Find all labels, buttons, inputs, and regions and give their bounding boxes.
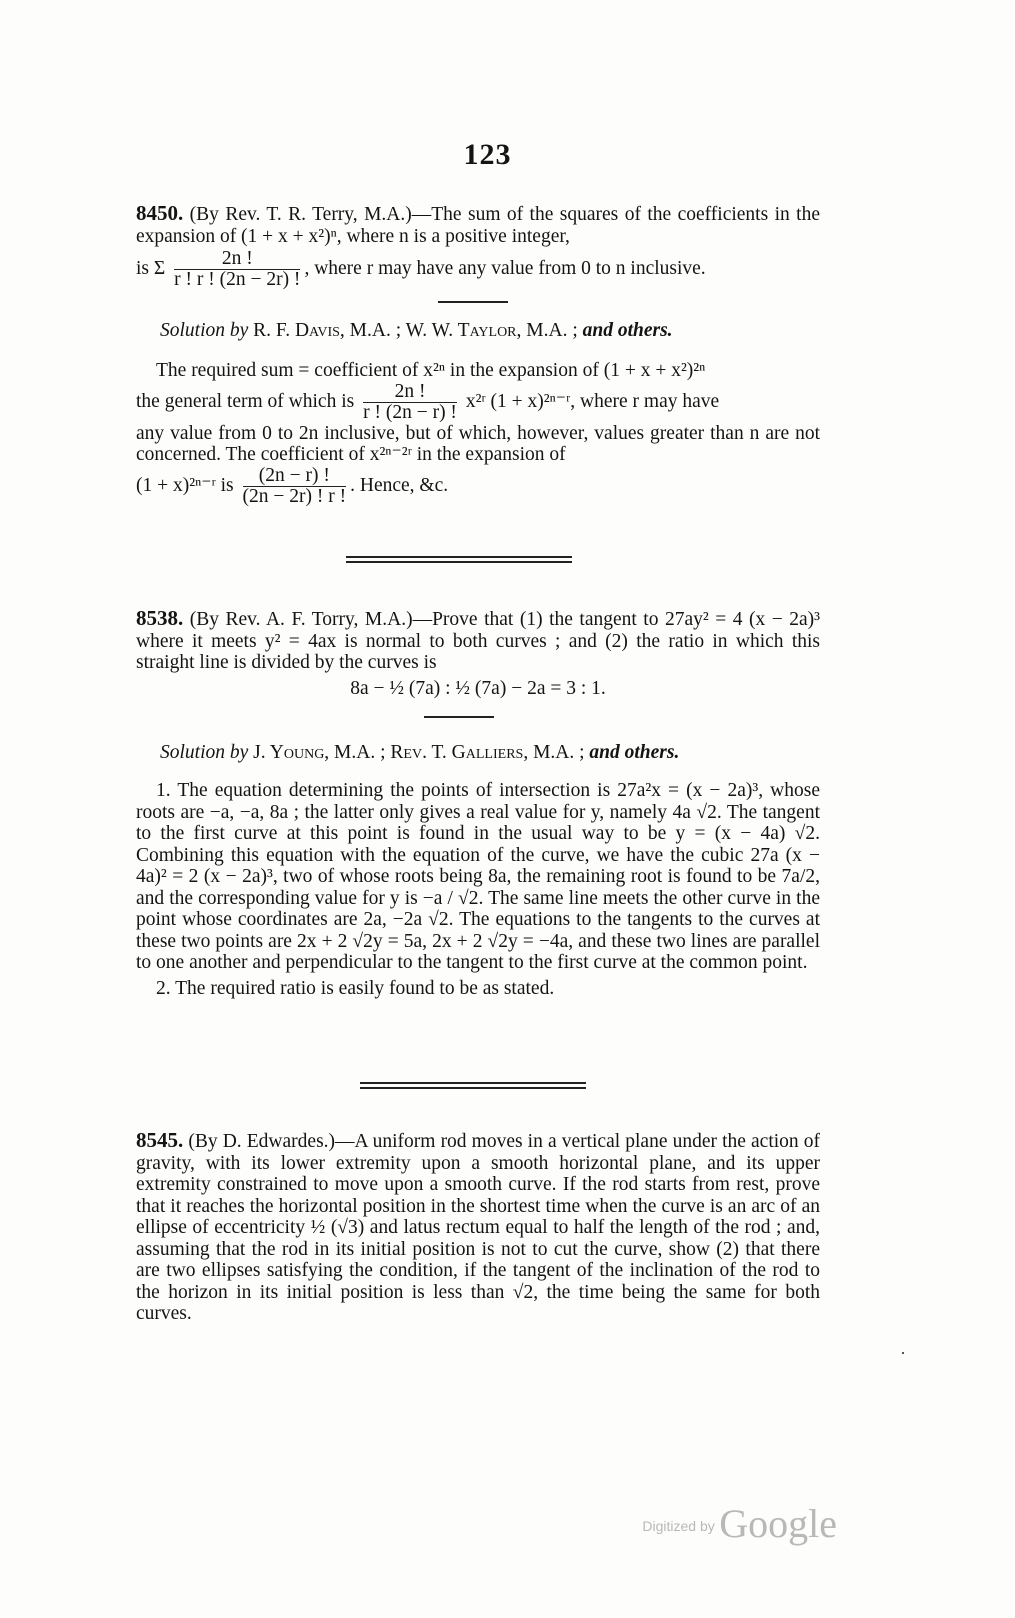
section-divider: [346, 556, 572, 563]
problem-number: 8450.: [136, 201, 184, 225]
sum-prefix: is Σ: [136, 257, 166, 279]
problem-author: (By Rev. A. F. Torry, M.A.): [189, 609, 413, 630]
solution-8538: [136, 780, 820, 999]
solution-line: The required sum = coefficient of x²ⁿ in the expansion of (1 + x + x²)²ⁿ: [156, 360, 706, 381]
problem-number: 8545.: [136, 1128, 184, 1152]
digitized-by-google-watermark: Digitized by Google: [642, 1501, 837, 1546]
solution-heading: Solution by J. Young, M.A. ; Rev. T. Galliers, M.A. ; and others.: [160, 742, 680, 763]
problem-text: —Prove that (1) the tangent to 27ay² = 4 (x − 2a)³ where it meets y² = 4ax is normal to both curves ; and (2) the ratio in which this straight line is divided by the curves is: [136, 609, 821, 673]
problem-text-cont: , where r may have any value from 0 to n inclusive.: [304, 257, 706, 279]
fraction: $\frac{(2n - r) !}{(2n - 2r) ! r !}$: [242, 464, 347, 507]
problem-text: —A uniform rod moves in a vertical plane under the action of gravity, with its lower extremity upon a smooth horizontal plane, and its upper extremity constrained to move upon a smooth curve. If the rod starts from rest, prove that it reaches the horizontal position in the shortest time when the curve is an arc of an ellipse of eccentricity ½ (√3) and latus rectum equal to half the length of the rod ; and, assuming that the rod in its initial position is not to cut the curve, show (2) that there are two ellipses satisfying the condition, if the tangent of the inclination of the rod to the horizon in its initial position is less than √2, the time being the same for both curves.: [136, 1131, 821, 1324]
solution-paragraph: 1. The equation determining the points of intersection is 27a²x = (x − 2a)³, whose roots are −a, −a, 8a ; the latter only gives a real value for y, namely 4a √2. The tangent to the first curve at this point is found in the usual way to be y = (x − 4a) √2. Combining this equation with the equation of the curve, we have the cubic 27a (x − 4a)² = 2 (x − 2a)³, two of whose roots being 8a, the remaining root is found to be 7a/2, and the corresponding value for y is −a / √2. The same line meets the other curve in the point whose coordinates are 2a, −2a √2. The equations to the tangents to the curves at these two points are 2x + 2 √2y = 5a, 2x + 2 √2y = −4a, and these two lines are parallel to one another and perpendicular to the tangent to the first curve at the common point.: [136, 780, 820, 973]
problem-author: (By D. Edwardes.): [188, 1131, 336, 1152]
solution-line: (1 + x)²ⁿ⁻ʳ is: [136, 474, 234, 496]
problem-8538: [136, 608, 820, 699]
section-divider: [360, 1082, 586, 1089]
problem-text: —The sum of the squares of the coefficients in the expansion of (1 + x + x²)ⁿ, where n is a positive integer,: [136, 204, 820, 247]
solution-line: x²ʳ (1 + x)²ⁿ⁻ʳ, where r may have: [465, 390, 720, 412]
page-number: 123: [463, 138, 512, 171]
divider: [438, 301, 508, 303]
solution-heading: Solution by R. F. Davis, M.A. ; W. W. Taylor, M.A. ; and others.: [160, 320, 673, 341]
problem-number: 8538.: [136, 606, 184, 630]
solution-8450: [136, 360, 820, 507]
problem-8450: [136, 203, 820, 290]
ratio-equation: 8a − ½ (7a) : ½ (7a) − 2a = 3 : 1.: [350, 677, 606, 699]
fraction: $\frac{2n !}{r ! r ! (2n - 2r) !}$: [174, 248, 301, 290]
solution-line: . Hence, &c.: [350, 474, 449, 496]
solution-paragraph: 2. The required ratio is easily found to be as stated.: [156, 977, 555, 999]
solution-line: any value from 0 to 2n inclusive, but of which, however, values greater than n are not concerned. The coefficient of x²ⁿ⁻²ʳ in the expansion of: [136, 422, 820, 465]
problem-author: (By Rev. T. R. Terry, M.A.): [189, 204, 412, 225]
fraction: $\frac{2n !}{r ! (2n - r) !}$: [363, 380, 457, 423]
scan-speck: [902, 1352, 904, 1354]
divider: [424, 716, 494, 718]
problem-8545: [136, 1130, 820, 1325]
solution-line: the general term of which is: [136, 390, 355, 412]
